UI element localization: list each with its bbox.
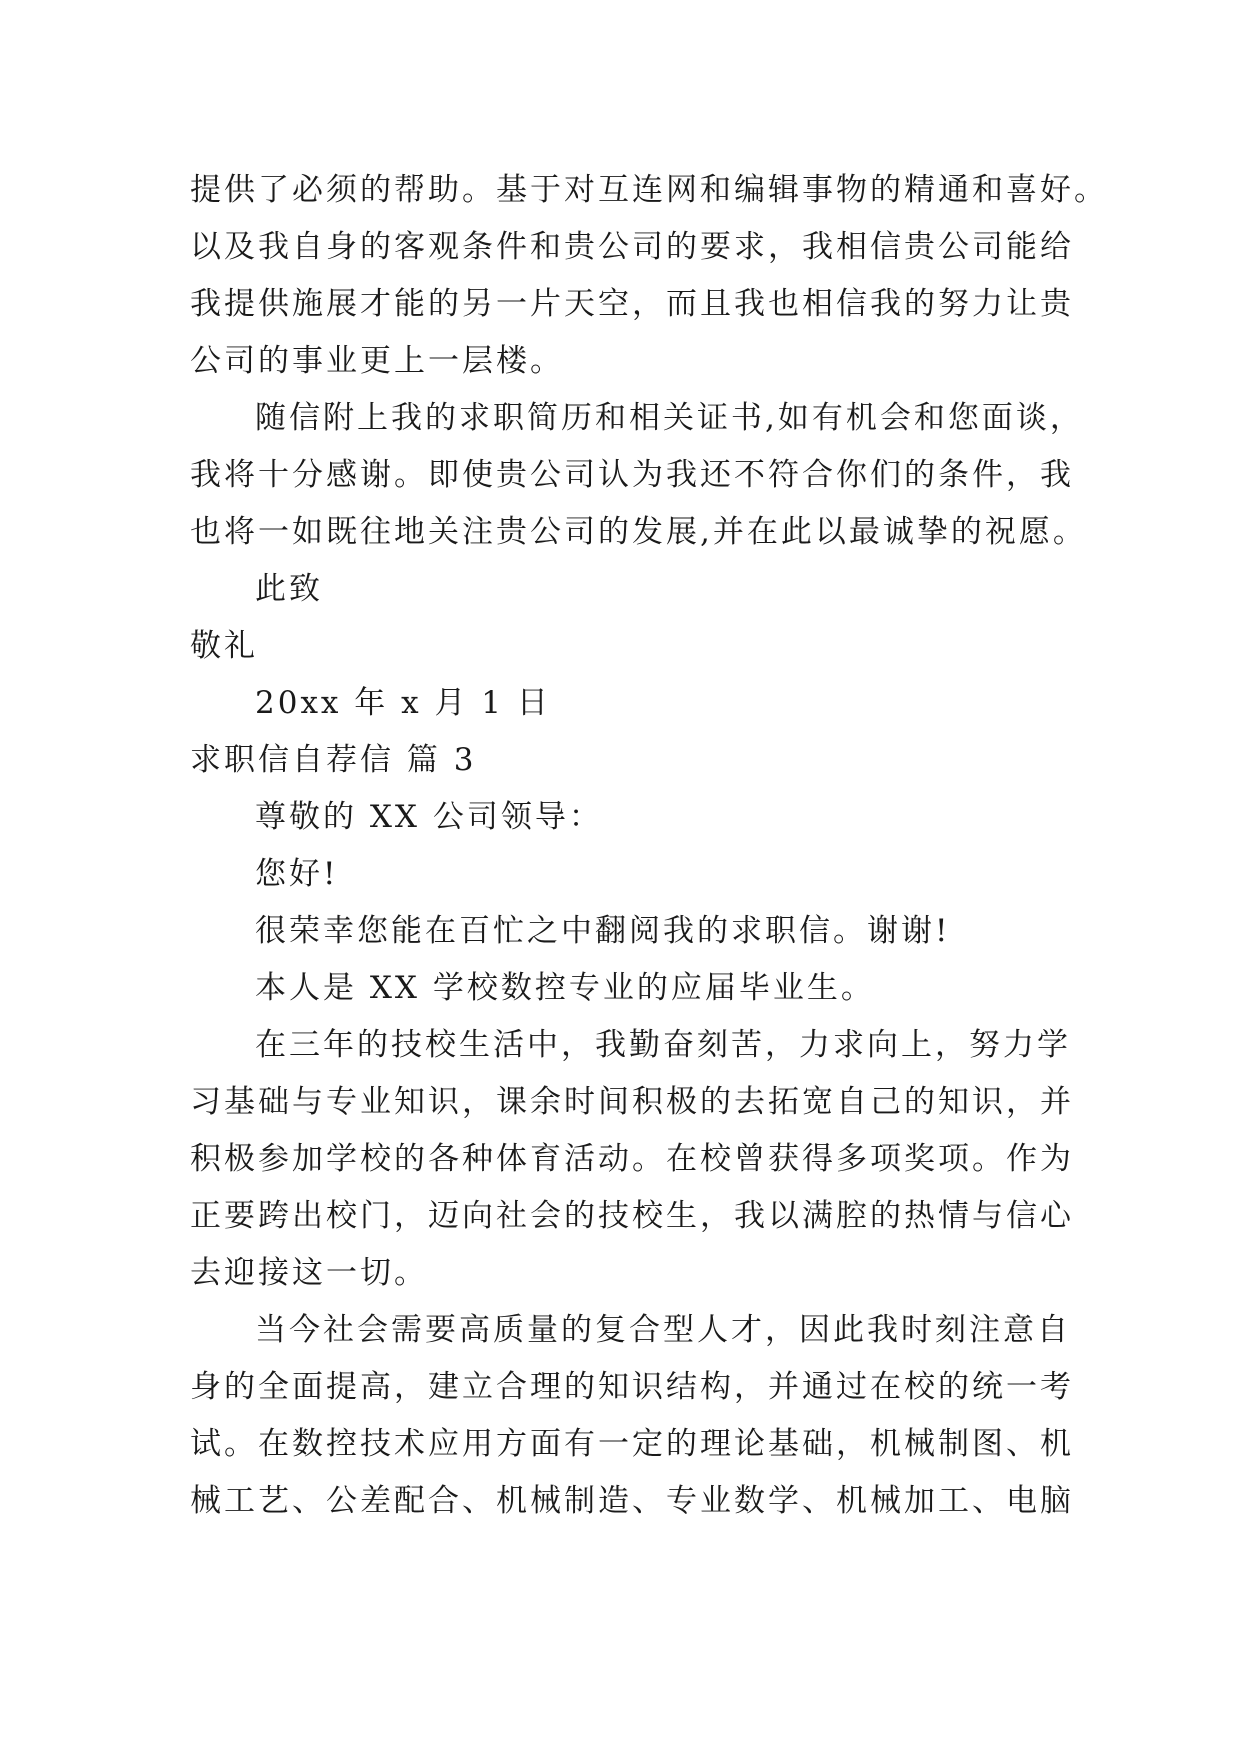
text-line: 试。在数控技术应用方面有一定的理论基础，机械制图、机 bbox=[190, 1426, 1074, 1462]
closing-salutation: 此致 bbox=[255, 571, 323, 607]
text-line: 也将一如既往地关注贵公司的发展,并在此以最诚挚的祝愿。 bbox=[190, 514, 1087, 550]
text-line: 身的全面提高，建立合理的知识结构，并通过在校的统一考 bbox=[190, 1369, 1074, 1405]
text-line: 公司的事业更上一层楼。 bbox=[190, 343, 564, 379]
text-line: 本人是 XX 学校数控专业的应届毕业生。 bbox=[255, 970, 875, 1006]
letter-greeting: 尊敬的 XX 公司领导： bbox=[255, 799, 603, 835]
text-line: 我提供施展才能的另一片天空，而且我也相信我的努力让贵 bbox=[190, 286, 1074, 322]
section-heading: 求职信自荐信 篇 3 bbox=[190, 742, 477, 778]
text-line: 当今社会需要高质量的复合型人才，因此我时刻注意自 bbox=[255, 1312, 1071, 1348]
text-line: 您好! bbox=[255, 856, 339, 892]
text-line: 积极参加学校的各种体育活动。在校曾获得多项奖项。作为 bbox=[190, 1141, 1074, 1177]
letter-date: 20xx 年 x 月 1 日 bbox=[255, 685, 551, 721]
text-line: 习基础与专业知识，课余时间积极的去拓宽自己的知识，并 bbox=[190, 1084, 1074, 1120]
text-line: 我将十分感谢。即使贵公司认为我还不符合你们的条件，我 bbox=[190, 457, 1074, 493]
text-line: 很荣幸您能在百忙之中翻阅我的求职信。谢谢! bbox=[255, 913, 951, 949]
text-line: 提供了必须的帮助。基于对互连网和编辑事物的精通和喜好。 bbox=[190, 172, 1108, 208]
text-line: 械工艺、公差配合、机械制造、专业数学、机械加工、电脑 bbox=[190, 1483, 1074, 1519]
text-line: 正要跨出校门，迈向社会的技校生，我以满腔的热情与信心 bbox=[190, 1198, 1074, 1234]
text-line: 以及我自身的客观条件和贵公司的要求，我相信贵公司能给 bbox=[190, 229, 1074, 265]
closing-regards: 敬礼 bbox=[190, 628, 258, 664]
text-line: 去迎接这一切。 bbox=[190, 1255, 428, 1291]
text-line: 在三年的技校生活中，我勤奋刻苦，力求向上，努力学 bbox=[255, 1027, 1071, 1063]
text-line: 随信附上我的求职简历和相关证书,如有机会和您面谈， bbox=[255, 400, 1084, 436]
